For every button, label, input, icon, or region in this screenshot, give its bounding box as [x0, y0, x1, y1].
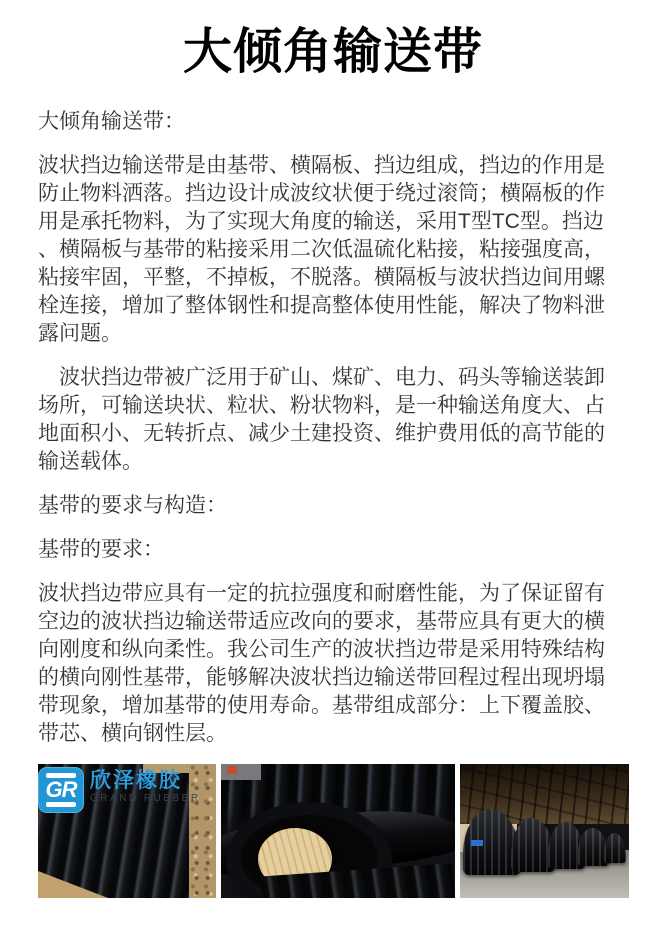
coil-corner-object	[227, 766, 237, 774]
gr-logo-icon	[38, 767, 84, 813]
page-title: 大倾角输送带	[182, 25, 483, 79]
photo-warehouse-belt-row	[460, 764, 629, 898]
intro-label: 大倾角输送带：	[38, 110, 185, 133]
logo-monogram: GR	[45, 777, 77, 802]
paragraph-overview: 波状挡边输送带是由基带、横隔板、挡边组成，挡边的作用是防止物料洒落。挡边设计成波纹状便于绕过滚筒；横隔板的作用是承托物料，为了实现大角度的输送，采用T型TC型。挡边、横隔板与基带的粘接采用二次低温硫化粘接，粘接强度高，粘接牢固，平整，不掉板，不脱落。横隔板与波状挡边间用螺栓连接，增加了整体钢性和提高整体使用性能，解决了物料泄露问题。	[38, 154, 605, 345]
brand-name-en: GRAND RUBBER	[90, 793, 201, 804]
photo-belt-coil-with-core	[221, 764, 455, 898]
belt-blue-tag	[471, 840, 483, 846]
logo-bottom-bar	[46, 802, 76, 807]
heading-base-belt-requirements: 基带的要求：	[38, 538, 164, 561]
photo-strip	[38, 764, 666, 898]
paragraph-applications: 波状挡边带被广泛用于矿山、煤矿、电力、码头等输送装卸场所，可输送块状、粒状、粉状物料，是一种输送角度大、占地面积小、无转折点、减少土建投资、维护费用低的高节能的输送载体。	[38, 366, 605, 473]
belt-fold	[604, 833, 626, 863]
photo-belt-corrugation-closeup	[38, 764, 216, 898]
brand-watermark	[38, 767, 201, 813]
paragraph-base-belt: 波状挡边带应具有一定的抗拉强度和耐磨性能，为了保证留有空边的波状挡边输送带适应改向的要求，基带应具有更大的横向刚度和纵向柔性。我公司生产的波状挡边带是采用特殊结构的横向刚性基带，能够解决波状挡边输送带回程过程出现坍塌带现象，增加基带的使用寿命。基带组成部分：上下覆盖胶、带芯、横向钢性层。	[38, 582, 605, 745]
brand-name-cn: 欣泽橡胶	[90, 769, 182, 792]
warehouse-belt-row	[460, 804, 629, 879]
article-body	[38, 108, 616, 748]
brand-text	[90, 769, 201, 805]
heading-base-belt-requirements-structure: 基带的要求与构造：	[38, 494, 227, 517]
